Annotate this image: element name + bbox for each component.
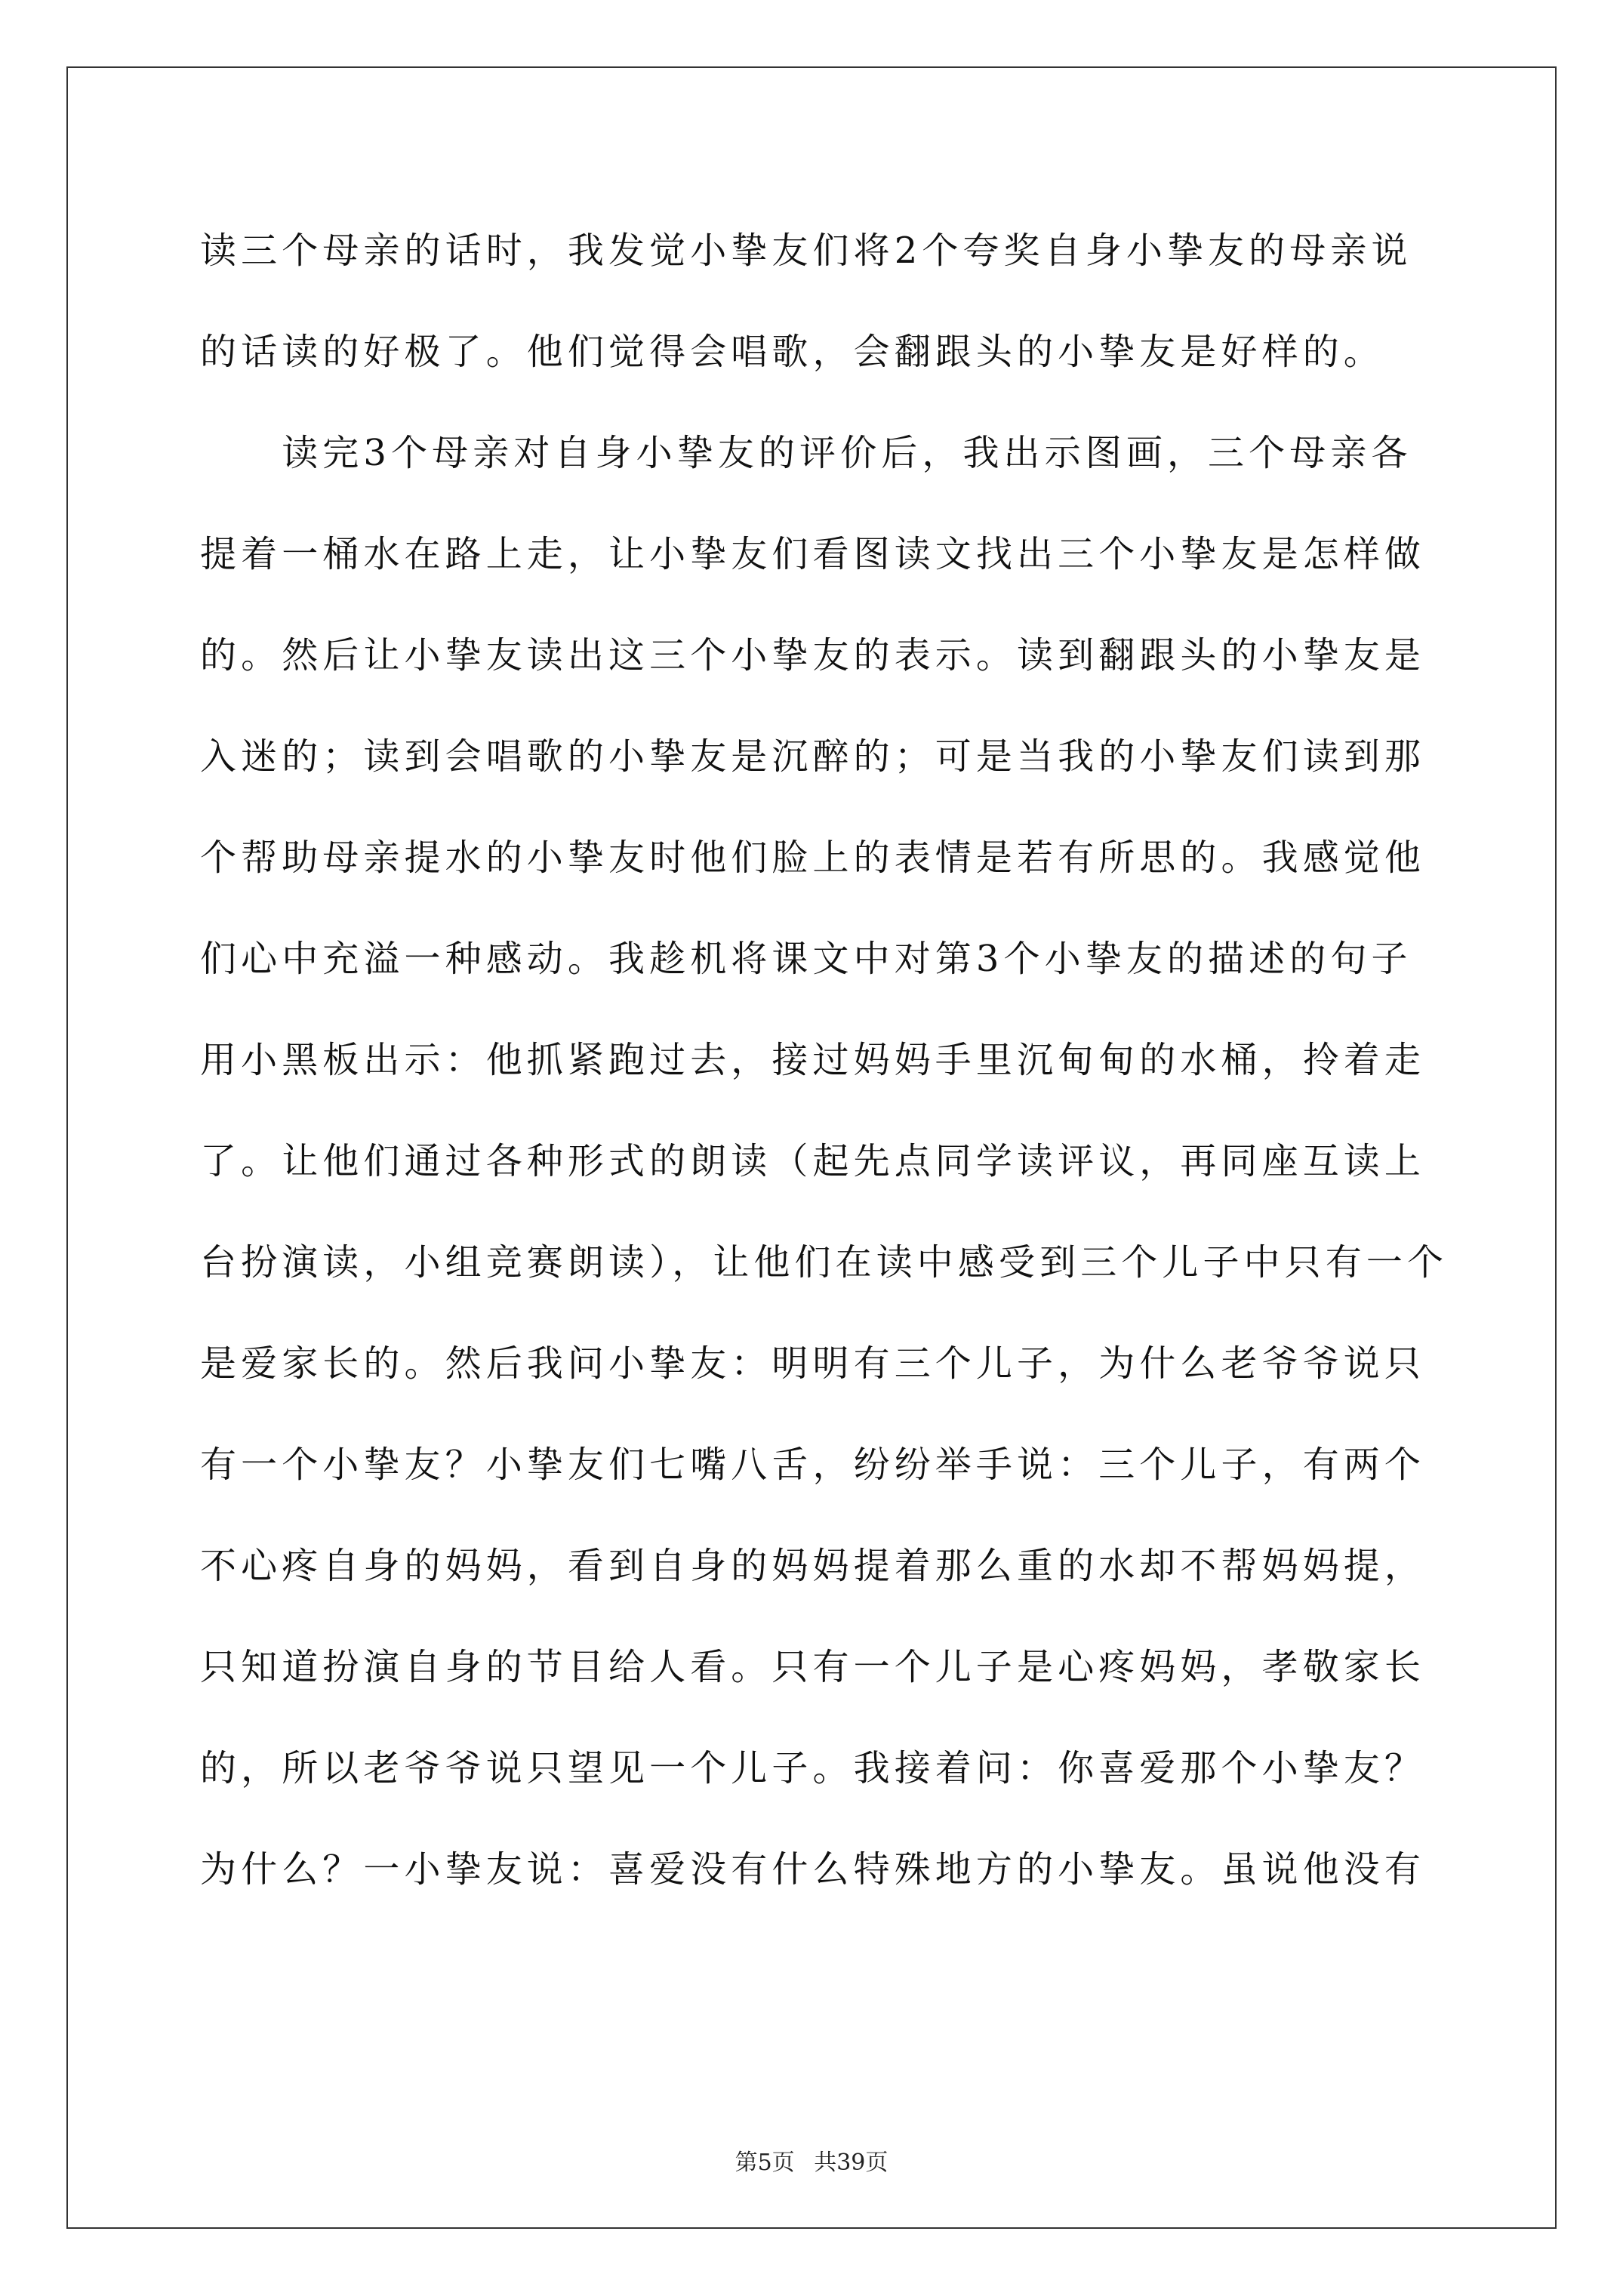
text-line: 读三个母亲的话时，我发觉小挚友们将2个夸奖自身小挚友的母亲说 <box>200 230 1412 272</box>
text-line: 读完3个母亲对自身小挚友的评价后，我出示图画，三个母亲各 <box>200 432 1412 474</box>
text-line: 提着一桶水在路上走，让小挚友们看图读文找出三个小挚友是怎样做 <box>200 533 1426 575</box>
text-line: 入迷的；读到会唱歌的小挚友是沉醉的；可是当我的小挚友们读到那 <box>200 735 1426 778</box>
text-line: 用小黑板出示：他抓紧跑过去，接过妈妈手里沉甸甸的水桶，拎着走 <box>200 1039 1426 1081</box>
page-total: 共39页 <box>814 2150 888 2176</box>
text-line: 的，所以老爷爷说只望见一个儿子。我接着问：你喜爱那个小挚友？ <box>200 1747 1426 1789</box>
text-line: 不心疼自身的妈妈，看到自身的妈妈提着那么重的水却不帮妈妈提， <box>200 1545 1426 1587</box>
document-body <box>200 220 1449 1940</box>
page-number: 第5页 <box>735 2150 795 2176</box>
text-line: 是爱家长的。然后我问小挚友：明明有三个儿子，为什么老爷爷说只 <box>200 1342 1426 1385</box>
text-line: 为什么？一小挚友说：喜爱没有什么特殊地方的小挚友。虽说他没有 <box>200 1848 1426 1891</box>
text-line: 只知道扮演自身的节目给人看。只有一个儿子是心疼妈妈，孝敬家长 <box>200 1646 1426 1688</box>
text-line: 个帮助母亲提水的小挚友时他们脸上的表情是若有所思的。我感觉他 <box>200 837 1426 879</box>
text-line: 的。然后让小挚友读出这三个小挚友的表示。读到翻跟头的小挚友是 <box>200 634 1426 676</box>
text-line: 了。让他们通过各种形式的朗读（起先点同学读评议，再同座互读上 <box>200 1140 1426 1182</box>
text-line: 有一个小挚友？小挚友们七嘴八舌，纷纷举手说：三个儿子，有两个 <box>200 1444 1426 1486</box>
text-line: 们心中充溢一种感动。我趁机将课文中对第3个小挚友的描述的句子 <box>200 938 1412 980</box>
text-line: 台扮演读，小组竞赛朗读），让他们在读中感受到三个儿子中只有一个 <box>200 1241 1449 1284</box>
page-footer <box>0 2143 1623 2177</box>
text-line: 的话读的好极了。他们觉得会唱歌，会翻跟头的小挚友是好样的。 <box>200 331 1384 373</box>
